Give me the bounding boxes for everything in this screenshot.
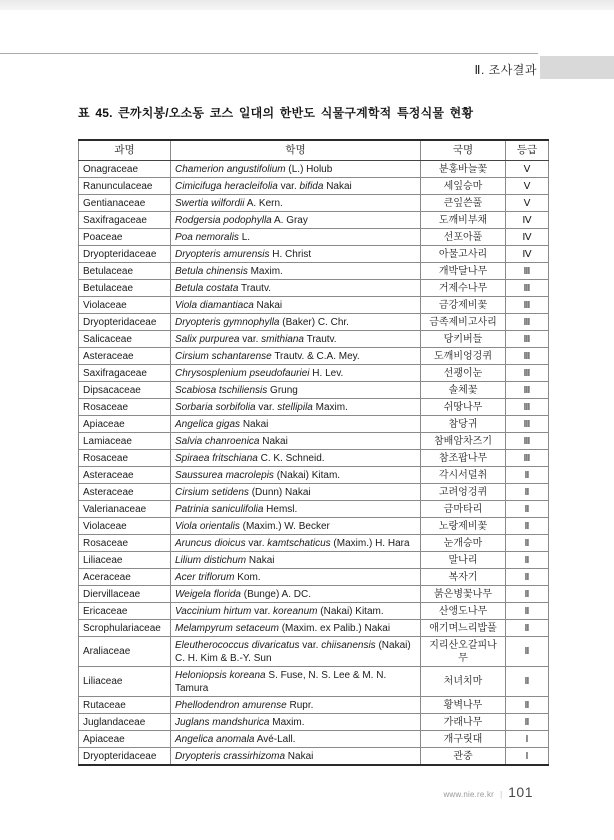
family-cell: Asteraceae — [79, 348, 171, 365]
table-row — [79, 731, 549, 748]
grade-cell: Ⅳ — [506, 246, 549, 263]
scientific-name-cell: Aruncus dioicus var. kamtschaticus (Maxim.) H. Hara — [171, 535, 421, 552]
scientific-name-cell: Scabiosa tschiliensis Grung — [171, 382, 421, 399]
family-cell: Araliaceae — [79, 637, 171, 667]
korean-name-cell: 쉬땅나무 — [421, 399, 506, 416]
scientific-name-cell: Dryopteris gymnophylla (Baker) C. Chr. — [171, 314, 421, 331]
table-row — [79, 467, 549, 484]
table-row — [79, 212, 549, 229]
page-number: 101 — [508, 784, 533, 800]
scientific-name-cell: Patrinia saniculifolia Hemsl. — [171, 501, 421, 518]
family-cell: Ranunculaceae — [79, 178, 171, 195]
grade-cell: Ⅱ — [506, 667, 549, 697]
plant-species-table — [78, 139, 549, 766]
table-row — [79, 365, 549, 382]
family-cell: Liliaceae — [79, 667, 171, 697]
scientific-name-cell: Dryopteris crassirhizoma Nakai — [171, 748, 421, 766]
grade-cell: Ⅰ — [506, 731, 549, 748]
table-row — [79, 195, 549, 212]
family-cell: Saxifragaceae — [79, 365, 171, 382]
korean-name-cell: 선포아풀 — [421, 229, 506, 246]
grade-cell: Ⅱ — [506, 501, 549, 518]
table-row — [79, 552, 549, 569]
grade-cell: Ⅱ — [506, 620, 549, 637]
table-row — [79, 229, 549, 246]
korean-name-cell: 애기며느리밥풀 — [421, 620, 506, 637]
footer-website: www.nie.re.kr — [443, 790, 495, 799]
table-row — [79, 748, 549, 766]
column-header-family: 과명 — [79, 140, 171, 161]
grade-cell: Ⅱ — [506, 569, 549, 586]
family-cell: Rosaceae — [79, 535, 171, 552]
table-row — [79, 161, 549, 178]
korean-name-cell: 당키버들 — [421, 331, 506, 348]
family-cell: Rutaceae — [79, 697, 171, 714]
scientific-name-cell: Rodgersia podophylla A. Gray — [171, 212, 421, 229]
korean-name-cell: 처녀치마 — [421, 667, 506, 697]
scientific-name-cell: Acer triflorum Kom. — [171, 569, 421, 586]
korean-name-cell: 아물고사리 — [421, 246, 506, 263]
table-row — [79, 416, 549, 433]
table-row — [79, 382, 549, 399]
korean-name-cell: 가래나무 — [421, 714, 506, 731]
scientific-name-cell: Juglans mandshurica Maxim. — [171, 714, 421, 731]
family-cell: Onagraceae — [79, 161, 171, 178]
table-header-row — [79, 140, 549, 161]
korean-name-cell: 금강제비꽃 — [421, 297, 506, 314]
scientific-name-cell: Melampyrum setaceum (Maxim. ex Palib.) Nakai — [171, 620, 421, 637]
family-cell: Juglandaceae — [79, 714, 171, 731]
scientific-name-cell: Cirsium schantarense Trautv. & C.A. Mey. — [171, 348, 421, 365]
table-row — [79, 399, 549, 416]
page-top-scan-edge — [0, 0, 614, 10]
korean-name-cell: 큰잎쓴풀 — [421, 195, 506, 212]
korean-name-cell: 솔체꽃 — [421, 382, 506, 399]
family-cell: Aceraceae — [79, 569, 171, 586]
scientific-name-cell: Chamerion angustifolium (L.) Holub — [171, 161, 421, 178]
grade-cell: Ⅰ — [506, 748, 549, 766]
korean-name-cell: 참조팝나무 — [421, 450, 506, 467]
korean-name-cell: 관중 — [421, 748, 506, 766]
family-cell: Rosaceae — [79, 399, 171, 416]
grade-cell: Ⅴ — [506, 178, 549, 195]
scientific-name-cell: Phellodendron amurense Rupr. — [171, 697, 421, 714]
table-row — [79, 280, 549, 297]
scientific-name-cell: Saussurea macrolepis (Nakai) Kitam. — [171, 467, 421, 484]
korean-name-cell: 눈개승마 — [421, 535, 506, 552]
grade-cell: Ⅲ — [506, 416, 549, 433]
scientific-name-cell: Cirsium setidens (Dunn) Nakai — [171, 484, 421, 501]
korean-name-cell: 복자기 — [421, 569, 506, 586]
family-cell: Liliaceae — [79, 552, 171, 569]
scientific-name-cell: Angelica anomala Avé-Lall. — [171, 731, 421, 748]
scientific-name-cell: Vaccinium hirtum var. koreanum (Nakai) Kitam. — [171, 603, 421, 620]
korean-name-cell: 황벽나무 — [421, 697, 506, 714]
family-cell: Violaceae — [79, 518, 171, 535]
korean-name-cell: 산앵도나무 — [421, 603, 506, 620]
korean-name-cell: 도깨비부채 — [421, 212, 506, 229]
grade-cell: Ⅲ — [506, 382, 549, 399]
table-row — [79, 518, 549, 535]
table-row — [79, 620, 549, 637]
family-cell: Lamiaceae — [79, 433, 171, 450]
korean-name-cell: 거제수나무 — [421, 280, 506, 297]
korean-name-cell: 붉은병꽃나무 — [421, 586, 506, 603]
korean-name-cell: 개박달나무 — [421, 263, 506, 280]
family-cell: Dipsacaceae — [79, 382, 171, 399]
table-row — [79, 178, 549, 195]
grade-cell: Ⅳ — [506, 212, 549, 229]
grade-cell: Ⅲ — [506, 365, 549, 382]
scientific-name-cell: Viola diamantiaca Nakai — [171, 297, 421, 314]
grade-cell: Ⅱ — [506, 697, 549, 714]
scientific-name-cell: Spiraea fritschiana C. K. Schneid. — [171, 450, 421, 467]
page-footer — [0, 784, 533, 802]
scientific-name-cell: Poa nemoralis L. — [171, 229, 421, 246]
family-cell: Dryopteridaceae — [79, 246, 171, 263]
grade-cell: Ⅲ — [506, 280, 549, 297]
grade-cell: Ⅳ — [506, 229, 549, 246]
scientific-name-cell: Weigela florida (Bunge) A. DC. — [171, 586, 421, 603]
column-header-scientific-name: 학명 — [171, 140, 421, 161]
table-row — [79, 714, 549, 731]
grade-cell: Ⅴ — [506, 195, 549, 212]
scientific-name-cell: Swertia wilfordii A. Kern. — [171, 195, 421, 212]
table-row — [79, 667, 549, 697]
grade-cell: Ⅱ — [506, 535, 549, 552]
chapter-side-tab — [540, 56, 614, 79]
korean-name-cell: 금족제비고사리 — [421, 314, 506, 331]
table-row — [79, 697, 549, 714]
table-row — [79, 433, 549, 450]
scientific-name-cell: Lilium distichum Nakai — [171, 552, 421, 569]
section-header-label: Ⅱ. 조사결과 — [474, 63, 537, 77]
family-cell: Betulaceae — [79, 263, 171, 280]
grade-cell: Ⅲ — [506, 433, 549, 450]
plant-table-body — [79, 161, 549, 766]
grade-cell: Ⅲ — [506, 263, 549, 280]
header-divider — [0, 53, 538, 54]
table-row — [79, 501, 549, 518]
table-row — [79, 637, 549, 667]
table-row — [79, 603, 549, 620]
korean-name-cell: 개구릿대 — [421, 731, 506, 748]
family-cell: Dryopteridaceae — [79, 748, 171, 766]
korean-name-cell: 선괭이눈 — [421, 365, 506, 382]
table-row — [79, 314, 549, 331]
korean-name-cell: 지리산오갈피나무 — [421, 637, 506, 667]
family-cell: Betulaceae — [79, 280, 171, 297]
table-row — [79, 297, 549, 314]
column-header-grade: 등급 — [506, 140, 549, 161]
scientific-name-cell: Sorbaria sorbifolia var. stellipila Maxim. — [171, 399, 421, 416]
scientific-name-cell: Viola orientalis (Maxim.) W. Becker — [171, 518, 421, 535]
table-header — [79, 140, 549, 161]
scientific-name-cell: Betula costata Trautv. — [171, 280, 421, 297]
scientific-name-cell: Heloniopsis koreana S. Fuse, N. S. Lee & M. N. Tamura — [171, 667, 421, 697]
korean-name-cell: 참배암차즈기 — [421, 433, 506, 450]
korean-name-cell: 금마타리 — [421, 501, 506, 518]
scientific-name-cell: Chrysosplenium pseudofauriei H. Lev. — [171, 365, 421, 382]
table-row — [79, 484, 549, 501]
grade-cell: Ⅱ — [506, 484, 549, 501]
table-row — [79, 331, 549, 348]
column-header-korean-name: 국명 — [421, 140, 506, 161]
korean-name-cell: 각시서덜취 — [421, 467, 506, 484]
table-row — [79, 450, 549, 467]
family-cell: Dryopteridaceae — [79, 314, 171, 331]
grade-cell: Ⅱ — [506, 518, 549, 535]
grade-cell: Ⅱ — [506, 714, 549, 731]
family-cell: Valerianaceae — [79, 501, 171, 518]
scientific-name-cell: Angelica gigas Nakai — [171, 416, 421, 433]
family-cell: Diervillaceae — [79, 586, 171, 603]
korean-name-cell: 말나리 — [421, 552, 506, 569]
grade-cell: Ⅲ — [506, 331, 549, 348]
grade-cell: Ⅱ — [506, 603, 549, 620]
family-cell: Scrophulariaceae — [79, 620, 171, 637]
table-row — [79, 246, 549, 263]
korean-name-cell: 노랑제비꽃 — [421, 518, 506, 535]
family-cell: Salicaceae — [79, 331, 171, 348]
footer-separator: | — [500, 790, 503, 799]
grade-cell: Ⅱ — [506, 637, 549, 667]
family-cell: Rosaceae — [79, 450, 171, 467]
grade-cell: Ⅴ — [506, 161, 549, 178]
family-cell: Gentianaceae — [79, 195, 171, 212]
family-cell: Apiaceae — [79, 731, 171, 748]
korean-name-cell: 고려엉겅퀴 — [421, 484, 506, 501]
grade-cell: Ⅲ — [506, 399, 549, 416]
table-row — [79, 586, 549, 603]
grade-cell: Ⅱ — [506, 467, 549, 484]
korean-name-cell: 세잎승마 — [421, 178, 506, 195]
grade-cell: Ⅲ — [506, 314, 549, 331]
scientific-name-cell: Eleutherococcus divaricatus var. chiisanensis (Nakai) C. H. Kim & B.-Y. Sun — [171, 637, 421, 667]
family-cell: Violaceae — [79, 297, 171, 314]
grade-cell: Ⅲ — [506, 450, 549, 467]
family-cell: Apiaceae — [79, 416, 171, 433]
family-cell: Saxifragaceae — [79, 212, 171, 229]
scientific-name-cell: Cimicifuga heracleifolia var. bifida Nakai — [171, 178, 421, 195]
table-row — [79, 263, 549, 280]
korean-name-cell: 분홍바늘꽃 — [421, 161, 506, 178]
grade-cell: Ⅲ — [506, 348, 549, 365]
scientific-name-cell: Dryopteris amurensis H. Christ — [171, 246, 421, 263]
scientific-name-cell: Salvia chanroenica Nakai — [171, 433, 421, 450]
table-row — [79, 348, 549, 365]
table-row — [79, 535, 549, 552]
grade-cell: Ⅱ — [506, 552, 549, 569]
scientific-name-cell: Salix purpurea var. smithiana Trautv. — [171, 331, 421, 348]
family-cell: Ericaceae — [79, 603, 171, 620]
scientific-name-cell: Betula chinensis Maxim. — [171, 263, 421, 280]
korean-name-cell: 도깨비엉겅퀴 — [421, 348, 506, 365]
table-row — [79, 569, 549, 586]
family-cell: Poaceae — [79, 229, 171, 246]
grade-cell: Ⅱ — [506, 586, 549, 603]
family-cell: Asteraceae — [79, 467, 171, 484]
korean-name-cell: 참당귀 — [421, 416, 506, 433]
table-caption: 표 45. 큰까치봉/오소동 코스 일대의 한반도 식물구계학적 특정식물 현황 — [78, 106, 474, 120]
grade-cell: Ⅲ — [506, 297, 549, 314]
family-cell: Asteraceae — [79, 484, 171, 501]
